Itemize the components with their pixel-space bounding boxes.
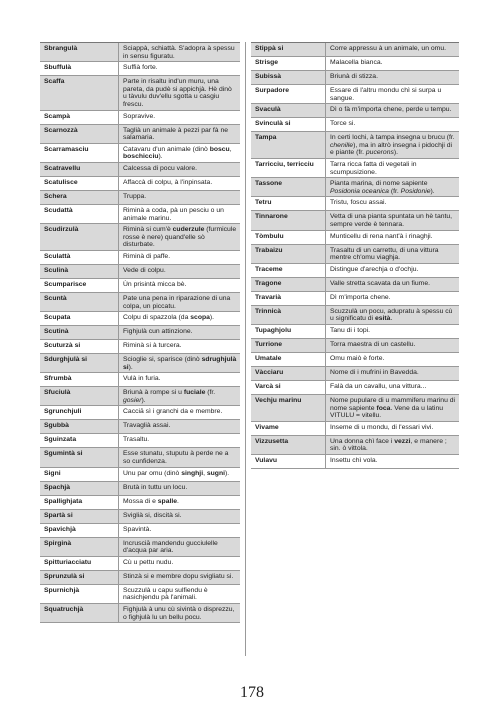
glossary-term: Scudirzulà [44,226,79,234]
definition-italic: pucerons [365,149,394,157]
glossary-row [40,387,240,406]
glossary-term: Scudattà [44,206,73,214]
definition-text: , e manere ; sin. ò vittola. [330,437,447,453]
glossary-definition: Tanu di i topi. [325,325,459,338]
definition-text: ). [430,187,435,195]
glossary-row [40,448,240,467]
definition-text: Mossa di e [123,497,158,505]
glossary-term: Sfuciulà [44,389,71,397]
glossary-definition [325,306,459,324]
glossary-term: Signi [44,469,61,477]
glossary-row [251,85,459,104]
definition-text: Briunà à rompe si u [123,389,184,397]
glossary-term: Vivame [255,423,279,431]
glossary-row [40,373,240,387]
definition-bold: fuciale [183,389,206,397]
glossary-term: Vechju marinu [255,396,302,404]
glossary-row [251,211,459,230]
glossary-definition: Truppa. [118,191,240,204]
glossary-definition: Riminà a coda, pà un pesciu o un animale marinu. [118,205,240,223]
glossary-term: Scaffa [44,78,65,86]
glossary-row [251,132,459,159]
glossary-term: Spitturiacciatu [44,558,92,566]
glossary-row [40,468,240,482]
glossary-row [40,191,240,205]
glossary-definition [118,224,240,250]
glossary-term: Subissà [255,73,282,80]
glossary-term: Vizzusetta [255,437,289,445]
glossary-definition: Munticellu di rena nant'à i rinaghji. [325,231,459,244]
glossary-row [40,177,240,191]
glossary-row [40,604,240,623]
definition-italic: gosier [123,396,142,404]
definition-text: , [203,469,207,477]
definition-text: ), ma in altrò insegna i pidochji di e piante (fr. [330,141,453,157]
glossary-term: Scarnozzà [44,126,78,134]
glossary-definition: Ùn prisintà micca bè. [118,279,240,292]
glossary-term: Vulavu [255,456,278,464]
definition-text: ). [225,469,230,477]
glossary-term: Tetru [255,199,272,207]
glossary-term: Sculinà [44,266,69,274]
glossary-term: Squatruchjà [44,606,84,614]
glossary-term: Sfrumbà [44,375,72,383]
glossary-term: Scatulisce [44,178,78,186]
glossary-definition: Incrusciā mandendu gucciulelle d'acqua par aria. [118,538,240,556]
glossary-definition: Vede di colpu. [118,265,240,278]
glossary-definition: Omu maiò è forte. [325,353,459,366]
glossary-term: Sgubbà [44,422,69,430]
glossary-definition: Essare di l'altru mondu chì si surpa u sangue. [325,85,459,103]
definition-text: ). [209,314,215,322]
glossary-term: Svaculà [255,106,281,114]
definition-text: ). [393,149,399,157]
glossary-row [40,482,240,496]
glossary-term: Schera [44,192,67,200]
glossary-term: Tupaghjolu [255,326,292,334]
glossary-definition: Esse stunatu, stuputu à perde ne a so cunfidenza. [118,448,240,466]
glossary-term: Spavichjà [44,525,76,533]
glossary-definition: Torra maestra di un castellu. [325,339,459,352]
glossary-term: Scuturzà si [44,342,81,350]
glossary-row [251,339,459,353]
glossary-row [40,224,240,251]
glossary-row [251,353,459,367]
glossary-definition: Dì m'importa chene. [325,292,459,305]
glossary-row [40,585,240,604]
definition-bold: vezzi [394,437,411,445]
glossary-row [251,245,459,264]
glossary-row [40,163,240,177]
definition-italic: chenille [330,141,354,149]
glossary-term: Trabaizu [255,246,283,254]
glossary-definition: Trasaltu di un carrettu, di una vittura mentre ch'omu viaghja. [325,245,459,263]
definition-text: Una donna chì face i [330,437,395,445]
glossary-definition: Taglià un animale à pezzi par fà ne salamaria. [118,125,240,143]
glossary-row [251,104,459,118]
glossary-definition: Suffià forte. [118,62,240,75]
definition-bold: boscu [209,145,230,153]
glossary-row [40,496,240,510]
glossary-row [251,278,459,292]
glossary-term: Scupata [44,314,71,322]
glossary-definition: Cù u pettu nudu. [118,557,240,570]
glossary-term: Tampa [255,134,277,142]
glossary-term: Umatale [255,354,282,362]
glossary-definition: Riminà si à turcera. [118,340,240,353]
glossary-term: Trinnicà [255,307,282,315]
glossary-row [251,178,459,197]
glossary-row [251,118,459,132]
glossary-term: Spartà si [44,511,73,519]
glossary-table-right [251,42,459,469]
glossary-table-left [40,42,240,623]
glossary-row [40,251,240,265]
glossary-definition [325,436,459,454]
glossary-term: Sguinzata [44,436,77,444]
glossary-definition: Sciappà, schiattà. S'adopra à spessu in sensu figuratu. [118,43,240,61]
glossary-definition: Affaccà di colpu, à l'inpinsata. [118,177,240,190]
glossary-definition: Fighjulà à unu cù sivintà o disprezzu, o fighjulà lu un bellu pocu. [118,604,240,622]
glossary-definition: Valle stretta scavata da un fiume. [325,278,459,291]
glossary-term: Svinculà si [255,120,291,128]
glossary-definition: Spavintà. [118,524,240,537]
glossary-row [40,406,240,420]
glossary-row [40,312,240,326]
glossary-row [40,43,240,62]
definition-text: ). [158,153,163,161]
glossary-row [251,367,459,381]
glossary-row [40,76,240,110]
definition-text: Nome pupulare di u mammiferu marinu di nome sapiente [330,396,456,412]
definition-bold: cuderzule [172,226,205,234]
glossary-term: Surpadore [255,87,289,94]
glossary-definition: Distingue d'arechja o d'ochju. [325,264,459,277]
glossary-term: Sbuffulà [44,64,72,72]
glossary-row [40,538,240,557]
glossary-row [40,144,240,163]
glossary-definition: Tristu, foscu assai. [325,197,459,210]
glossary-definition: Briunà di stizza. [325,71,459,84]
glossary-row [40,340,240,354]
definition-text: In certi lochi, à tampa insegna u brucu (fr. [330,134,455,142]
glossary-definition: Dì o fà m'importa chene, perde u tempu. [325,104,459,117]
glossary-row [40,265,240,279]
definition-text: Catavaru d'un animale (dinò [123,145,210,153]
glossary-term: Scampà [44,112,71,120]
glossary-row [40,111,240,125]
glossary-row [251,436,459,455]
glossary-row [251,381,459,395]
definition-bold: spalle [157,497,178,505]
glossary-definition: Travaglià assai. [118,420,240,433]
definition-text: ). [141,396,146,404]
glossary-row [251,57,459,71]
definition-text: Scuzzulà un pocu, adupratu à spessu cù u significatu di [330,307,453,323]
glossary-term: Scatravellu [44,164,81,172]
glossary-definition [118,496,240,509]
glossary-definition: Pate una pena in riparazione di una colpa, un piccatu. [118,293,240,311]
glossary-row [40,571,240,585]
glossary-row [40,510,240,524]
glossary-definition: Stinzà si e membre dopu svigliatu si. [118,571,240,584]
glossary-definition: Brutà in tuttu un locu. [118,482,240,495]
glossary-term: Sgumintà si [44,450,83,458]
glossary-row [40,279,240,293]
glossary-row [40,434,240,448]
glossary-row [251,264,459,278]
definition-text: . [177,497,179,505]
glossary-term: Sprunzulà si [44,572,85,580]
definition-text: . [390,315,393,323]
glossary-definition: Torce si. [325,118,459,131]
glossary-definition: Insettu chì vola. [325,455,459,468]
glossary-definition [118,468,240,481]
definition-text: Pianta marina, di nome sapiente [330,180,428,188]
definition-bold: sugni [206,469,225,477]
glossary-definition [118,144,240,162]
glossary-term: Spirginà [44,539,72,547]
glossary-definition [118,354,240,372]
definition-text: (fr. [388,187,401,195]
glossary-row [40,524,240,538]
glossary-definition: Corre appressu à un animale, un omu. [325,43,459,56]
glossary-definition: Sviglià si, discità si. [118,510,240,523]
glossary-definition: Cacciā sì i granchi da e membre. [118,406,240,419]
glossary-definition [118,387,240,405]
glossary-row [251,422,459,436]
glossary-term: Turrione [255,340,283,348]
glossary-term: Stippà si [255,45,284,52]
glossary-row [40,293,240,312]
glossary-term: Scutinà [44,328,69,336]
glossary-row [251,395,459,422]
glossary-term: Sdurghjulà si [44,356,88,364]
column-separator [245,42,246,656]
glossary-definition: Vetta di una pianta spuntata un hè tantu, sempre verde è tennara. [325,211,459,229]
glossary-definition: Fighjulà cun attinzione. [118,326,240,339]
glossary-term: Spallighjata [44,497,83,505]
glossary-definition: Scuzzulà u capu sulfiendu è nasichjendu pà l'animali. [118,585,240,603]
glossary-row [251,455,459,469]
glossary-row [40,62,240,76]
glossary-row [251,71,459,85]
glossary-definition: Malacella bianca. [325,57,459,70]
glossary-definition: Trasaltu. [118,434,240,447]
glossary-row [251,159,459,178]
glossary-term: Varcà si [255,382,281,390]
glossary-definition: Vulà in furia. [118,373,240,386]
glossary-row [40,326,240,340]
definition-text: ). [128,363,133,371]
glossary-term: Tòmbulu [255,232,284,240]
definition-text: Riminà si cum'è [123,226,173,234]
glossary-row [251,325,459,339]
glossary-definition: Inseme di u mondu, di l'essari vivi. [325,422,459,435]
glossary-term: Vàcciaru [255,368,284,376]
glossary-definition [325,178,459,196]
glossary-term: Tassone [255,180,283,188]
glossary-term: Spurnichjà [44,586,80,594]
definition-text: Colpu di spazzola (da [123,314,191,322]
glossary-term: Spachjà [44,483,71,491]
glossary-definition: Calcessa di pocu valore. [118,163,240,176]
glossary-definition: Riminà di paffe. [118,251,240,264]
glossary-definition: Tarra ricca fatta di vegetali in scumpusizione. [325,159,459,177]
glossary-term: Tarricciu, terricciu [255,160,314,168]
definition-bold: singhji [181,469,204,477]
glossary-row [251,197,459,211]
glossary-definition: Falà da un cavallu, una vittura... [325,381,459,394]
glossary-definition: Nome di i mufrini in Bavedda. [325,367,459,380]
glossary-row [40,125,240,144]
glossary-definition: Parte in risaltu ind'un muru, una pareta, da pudè si appichjà. Hè dinò u tàvulu duv'ellu sgotta u casgiu frescu. [118,76,240,109]
glossary-definition: Sopravive. [118,111,240,124]
definition-text: (fr. [205,389,216,397]
definition-italic: Posidonie [400,187,431,195]
glossary-row [40,354,240,373]
glossary-definition [325,132,459,158]
definition-text: Scioglie si, sparisce (dinò [123,356,202,364]
glossary-term: Traceme [255,265,283,273]
glossary-term: Tinnarone [255,213,288,221]
glossary-row [40,557,240,571]
glossary-term: Scarramasciu [44,145,89,153]
glossary-row [251,306,459,325]
glossary-term: Tragone [255,279,282,287]
glossary-term: Sculattà [44,252,71,260]
definition-text: . Vene da u latinu VITULU = vitellu. [330,404,443,420]
glossary-term: Strisge [255,59,279,66]
definition-text: (furmicule rosse è nere) quand'elle sò disturbate. [123,226,237,249]
definition-bold: boschicciu [123,153,159,161]
definition-text: , [229,145,232,153]
definition-italic: Posidonia oceanica [330,187,389,195]
glossary-row [251,231,459,245]
definition-bold: scopa [190,314,210,322]
definition-bold: esità [374,315,391,323]
page-number: 178 [240,684,264,701]
glossary-row [251,292,459,306]
glossary-term: Scuntà [44,294,67,302]
definition-bold: foca [376,404,391,412]
glossary-term: Sbrangulà [44,45,78,52]
glossary-term: Sgrunchjuli [44,408,82,416]
definition-text: Unu par omu (dinò [123,469,182,477]
glossary-definition [118,312,240,325]
glossary-row [40,420,240,434]
glossary-term: Travarià [255,293,282,301]
glossary-row [40,205,240,224]
glossary-term: Scumparisce [44,280,87,288]
glossary-definition [325,395,459,421]
definition-bold: sdrughjulà si [123,356,237,371]
glossary-row [251,43,459,57]
